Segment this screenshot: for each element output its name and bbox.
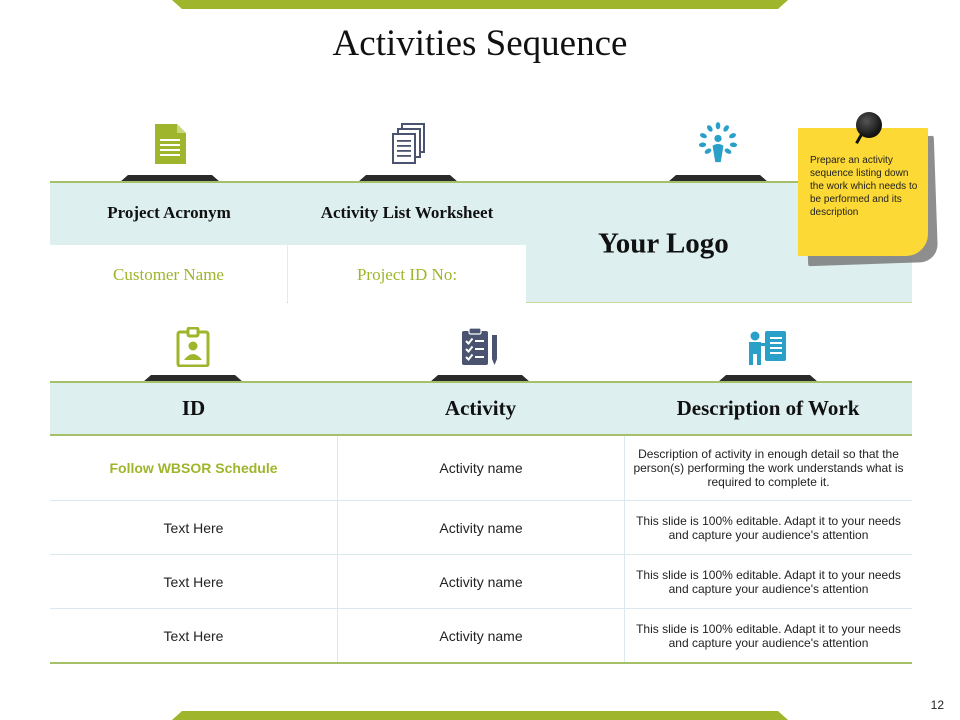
id-line: Follow WBS <box>109 460 191 476</box>
table-row <box>50 555 912 609</box>
activities-table <box>50 381 912 664</box>
table-row <box>50 501 912 555</box>
activity-cell: Activity name <box>337 436 624 500</box>
header-description-of-work: Description of Work <box>676 396 860 420</box>
id-cell: Text Here <box>163 519 224 536</box>
project-id-cell: Project ID No: <box>288 245 526 304</box>
table-row <box>50 436 912 501</box>
tree-person-icon <box>698 121 738 165</box>
pushpin-icon <box>856 112 882 138</box>
presentation-icon <box>748 325 788 369</box>
description-cell: This slide is 100% editable. Adapt it to your needs and capture your audience's attention <box>624 609 912 662</box>
id-badge-icon <box>173 325 213 369</box>
customer-name-cell: Customer Name <box>50 245 287 304</box>
page-title: Activities Sequence <box>332 23 628 64</box>
sticky-note: Prepare an activity sequence listing down the work which needs to be performed and its description <box>798 128 928 256</box>
checklist-icon <box>460 325 500 369</box>
document-icon <box>150 122 190 166</box>
description-cell: Description of activity in enough detail so that the person(s) performing the work understands what is required to complete it. <box>624 436 912 500</box>
description-cell: This slide is 100% editable. Adapt it to your needs and capture your audience's attention <box>624 555 912 608</box>
activity-cell: Activity name <box>337 609 624 662</box>
id-cell: Text Here <box>163 573 224 590</box>
activity-cell: Activity name <box>337 501 624 554</box>
documents-stack-icon <box>388 122 428 166</box>
header-activity: Activity <box>444 396 517 420</box>
header-project-acronym: Project Acronym <box>107 203 231 222</box>
page-number: 12 <box>930 698 944 712</box>
header-id: ID <box>181 396 206 420</box>
description-cell: This slide is 100% editable. Adapt it to your needs and capture your audience's attention <box>624 501 912 554</box>
project-info-table <box>50 181 912 303</box>
activity-cell: Activity name <box>337 555 624 608</box>
id-cell: Text Here <box>163 627 224 644</box>
id-cell <box>50 436 337 500</box>
header-activity-list-worksheet: Activity List Worksheet <box>320 203 494 222</box>
logo-placeholder: Your Logo <box>598 227 729 260</box>
table-header-row <box>50 383 912 436</box>
table-row <box>50 609 912 662</box>
top-accent-band <box>172 0 788 9</box>
id-line: OR Schedule <box>190 460 278 476</box>
bottom-accent-band <box>172 711 788 720</box>
